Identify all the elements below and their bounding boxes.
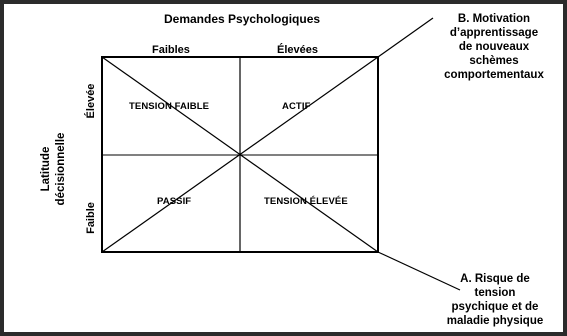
y-axis-label bbox=[39, 119, 73, 219]
y-axis-label-line1: Latitude bbox=[40, 146, 52, 192]
quadrant-label-low-strain: TENSION FAIBLE bbox=[129, 101, 210, 112]
quadrant-label-active: ACTIF bbox=[282, 101, 311, 112]
note-risk-line: maladie physique bbox=[446, 315, 544, 327]
column-label-high: Élevées bbox=[277, 44, 318, 56]
arrow-line-motivation bbox=[378, 18, 433, 57]
note-motivation bbox=[429, 12, 559, 82]
note-risk-line: A. Risque de bbox=[460, 273, 530, 285]
quadrant-label-high-strain: TENSION ÉLEVÉE bbox=[264, 196, 348, 207]
quadrant-label-passive: PASSIF bbox=[157, 196, 192, 207]
row-label-low: Faible bbox=[85, 202, 97, 234]
note-motivation-line: B. Motivation bbox=[457, 13, 531, 25]
note-risk bbox=[430, 272, 560, 328]
note-risk-line: tension bbox=[474, 287, 516, 299]
note-motivation-line: de nouveaux bbox=[458, 41, 530, 53]
row-label-high: Élevée bbox=[85, 83, 97, 119]
y-axis-label-line2: décisionnelle bbox=[55, 132, 67, 206]
note-motivation-line: schèmes bbox=[469, 55, 519, 67]
diagram-title: Demandes Psychologiques bbox=[164, 12, 321, 26]
note-motivation-line: comportementaux bbox=[444, 69, 544, 81]
column-label-low: Faibles bbox=[152, 44, 190, 56]
note-risk-line: psychique et de bbox=[451, 301, 539, 313]
note-motivation-line: d’apprentissage bbox=[449, 27, 539, 39]
